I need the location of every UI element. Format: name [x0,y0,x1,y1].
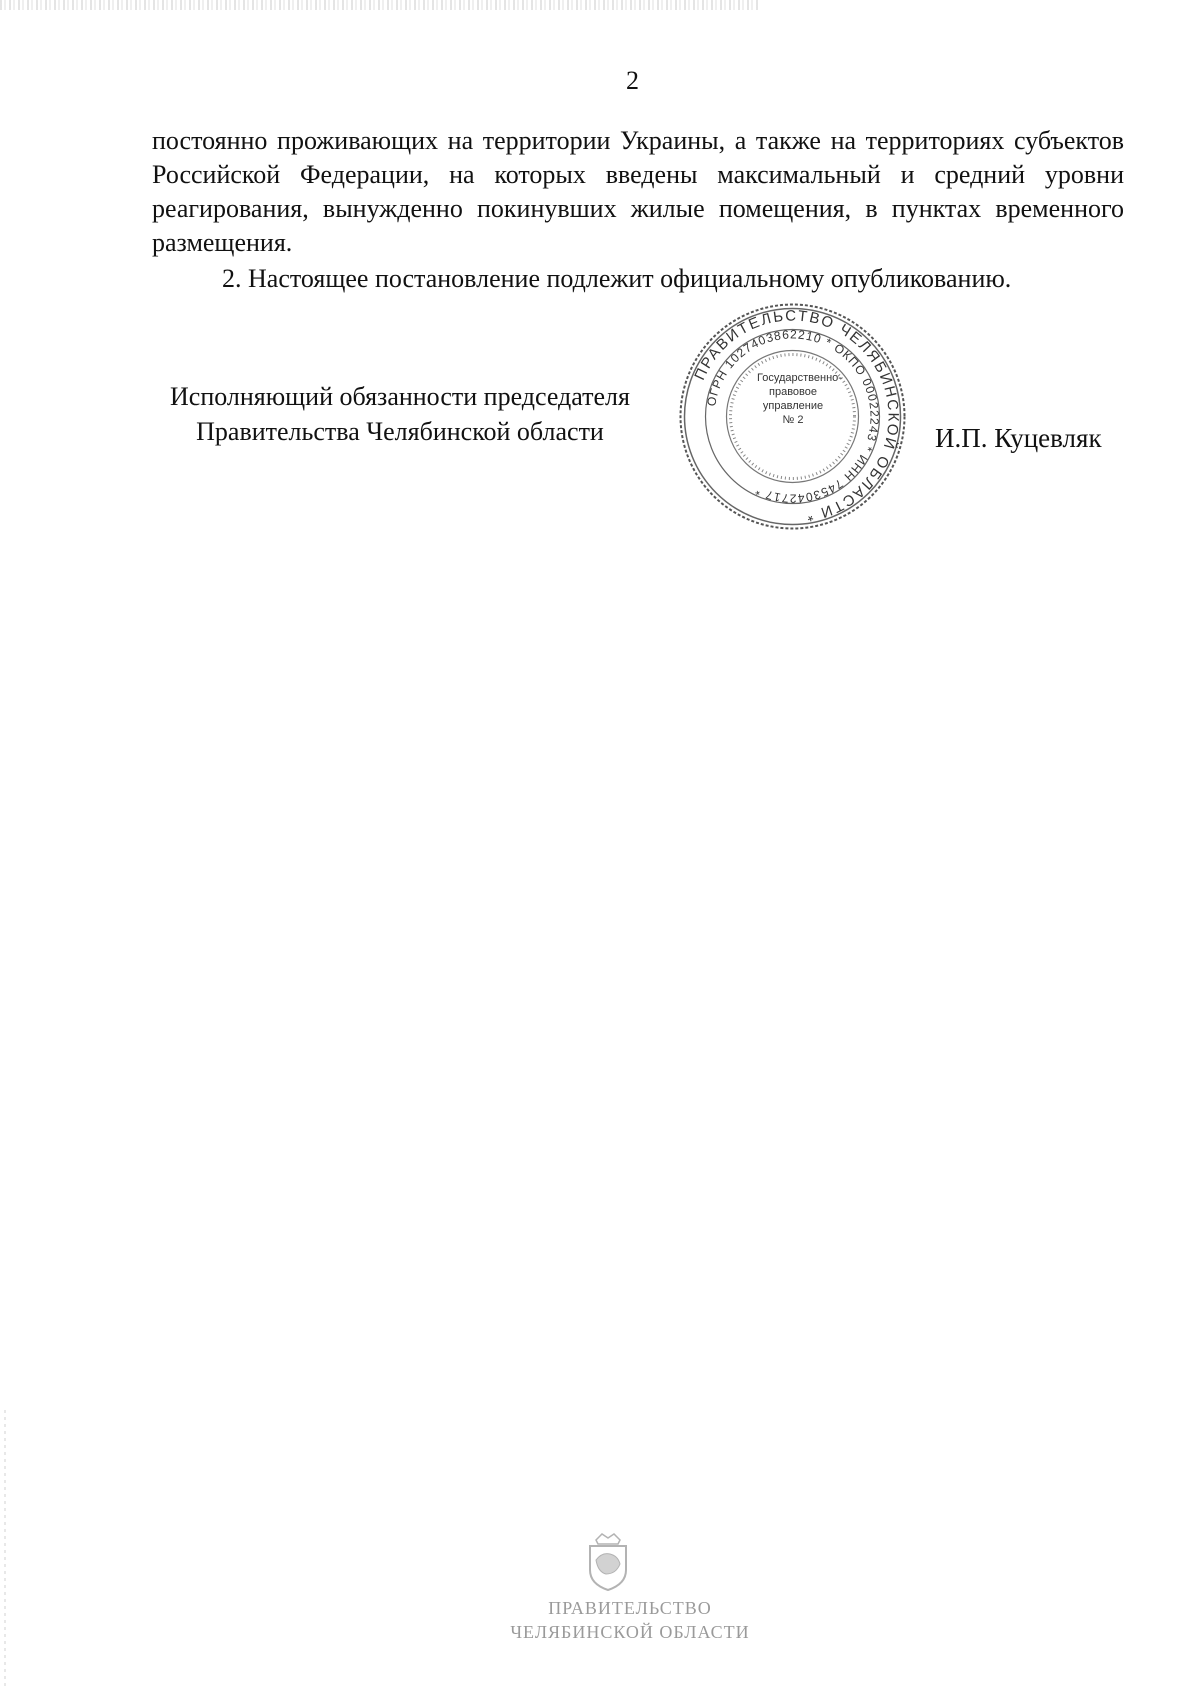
signer-position-line-1: Исполняющий обязанности председателя [170,382,630,411]
document-body [152,124,1124,296]
stamp-center-text [757,371,842,427]
stamp-center-line-1: Государственно- [757,372,842,384]
signer-position [110,379,690,449]
footer-organization-line-2: ЧЕЛЯБИНСКОЙ ОБЛАСТИ [510,1622,750,1642]
stamp-center-line-2: правовое [769,386,817,398]
stamp-center-line-4: № 2 [782,414,804,426]
scan-edge-artifact [0,0,760,10]
body-paragraph-2: 2. Настоящее постановление подлежит официальному опубликованию. [222,264,1012,293]
stamp-inner-text: ОГРН 1027403862210 * ОКПО 00022243 * ИНН 7453042717 * [704,327,882,506]
stamp-outer-text: ПРАВИТЕЛЬСТВО ЧЕЛЯБИНСКОЙ ОБЛАСТИ * [691,307,902,525]
stamp-center-line-3: управление [762,400,824,412]
signer-position-line-2: Правительства Челябинской области [196,417,604,446]
scan-margin-artifact [4,1410,6,1690]
official-stamp [675,299,910,534]
footer-organization-line-1: ПРАВИТЕЛЬСТВО [548,1598,712,1618]
signer-name: И.П. Куцевляк [935,423,1102,453]
chelyabinsk-coat-of-arms-icon [582,1530,634,1592]
body-paragraph-1: постоянно проживающих на территории Украины, а также на территориях субъектов Российской Федерации, на которых введены максимальный и средний уровни реагирования, вынужденно покинувших жилые помещения, в пунктах временного размещения. [152,126,1124,257]
page-number: 2 [626,66,639,95]
